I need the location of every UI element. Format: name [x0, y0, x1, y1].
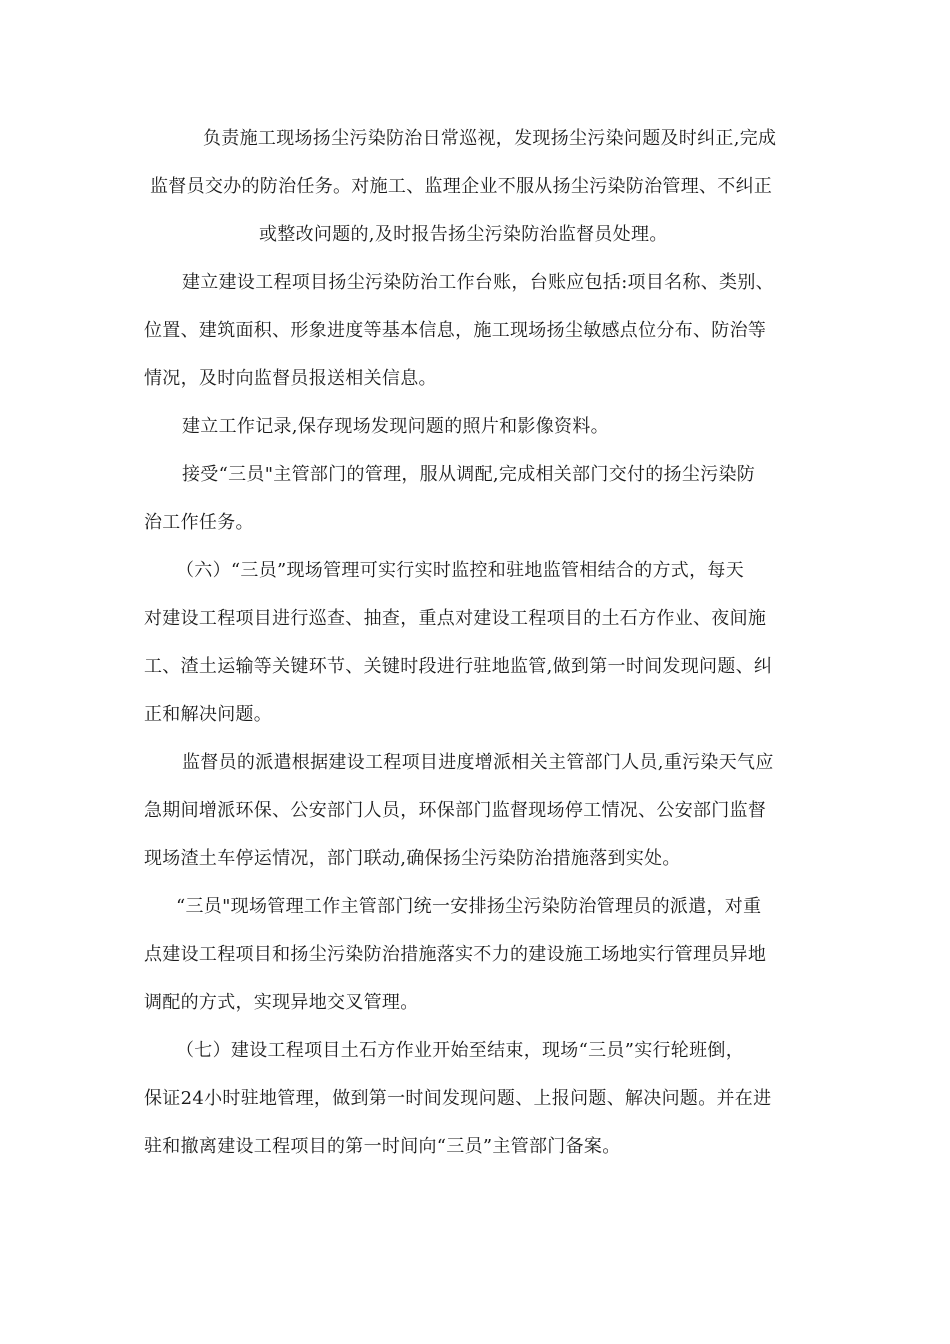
text-line: 情况，及时向监督员报送相关信息。 — [144, 368, 437, 389]
text-line: 工、渣土运输等关键环节、关键时段进行驻地监管,做到第一时间发现问题、纠 — [144, 656, 773, 677]
text-line: 接受“三员"主管部门的管理，服从调配,完成相关部门交付的扬尘污染防 — [182, 464, 756, 485]
text-line: 点建设工程项目和扬尘污染防治措施落实不力的建设施工场地实行管理员异地 — [144, 944, 767, 965]
text-line: 位置、建筑面积、形象进度等基本信息，施工现场扬尘敏感点位分布、防治等 — [144, 320, 767, 341]
text-line: 或整改问题的,及时报告扬尘污染防治监督员处理。 — [259, 224, 668, 245]
text-line: （七）建设工程项目土石方作业开始至结束，现场“三员”实行轮班倒， — [176, 1040, 745, 1061]
text-line: 调配的方式，实现异地交叉管理。 — [144, 992, 419, 1013]
text-line: 急期间增派环保、公安部门人员，环保部门监督现场停工情况、公安部门监督 — [144, 800, 767, 821]
text-line: 负责施工现场扬尘污染防治日常巡视，发现扬尘污染问题及时纠正,完成 — [203, 128, 777, 149]
text-line: 建立工作记录,保存现场发现问题的照片和影像资料。 — [182, 416, 609, 437]
text-line: 监督员的派遣根据建设工程项目进度增派相关主管部门人员,重污染天气应 — [182, 752, 774, 773]
text-line: 监督员交办的防治任务。对施工、监理企业不服从扬尘污染防治管理、不纠正 — [150, 176, 773, 197]
text-line: 治工作任务。 — [144, 512, 254, 533]
text-line: 现场渣土车停运情况，部门联动,确保扬尘污染防治措施落到实处。 — [144, 848, 681, 869]
text-line: （六）“三员”现场管理可实行实时监控和驻地监管相结合的方式，每天 — [176, 560, 745, 581]
text-line: 驻和撤离建设工程项目的第一时间向“三员”主管部门备案。 — [144, 1136, 621, 1157]
text-line: 正和解决问题。 — [144, 704, 273, 725]
text-line: 保证24小时驻地管理，做到第一时间发现问题、上报问题、解决问题。并在进 — [144, 1088, 772, 1109]
text-line: “三员"现场管理工作主管部门统一安排扬尘污染防治管理员的派遣，对重 — [176, 896, 762, 917]
text-line: 对建设工程项目进行巡查、抽查，重点对建设工程项目的土石方作业、夜间施 — [144, 608, 767, 629]
text-line: 建立建设工程项目扬尘污染防治工作台账，台账应包括:项目名称、类别、 — [182, 272, 774, 293]
